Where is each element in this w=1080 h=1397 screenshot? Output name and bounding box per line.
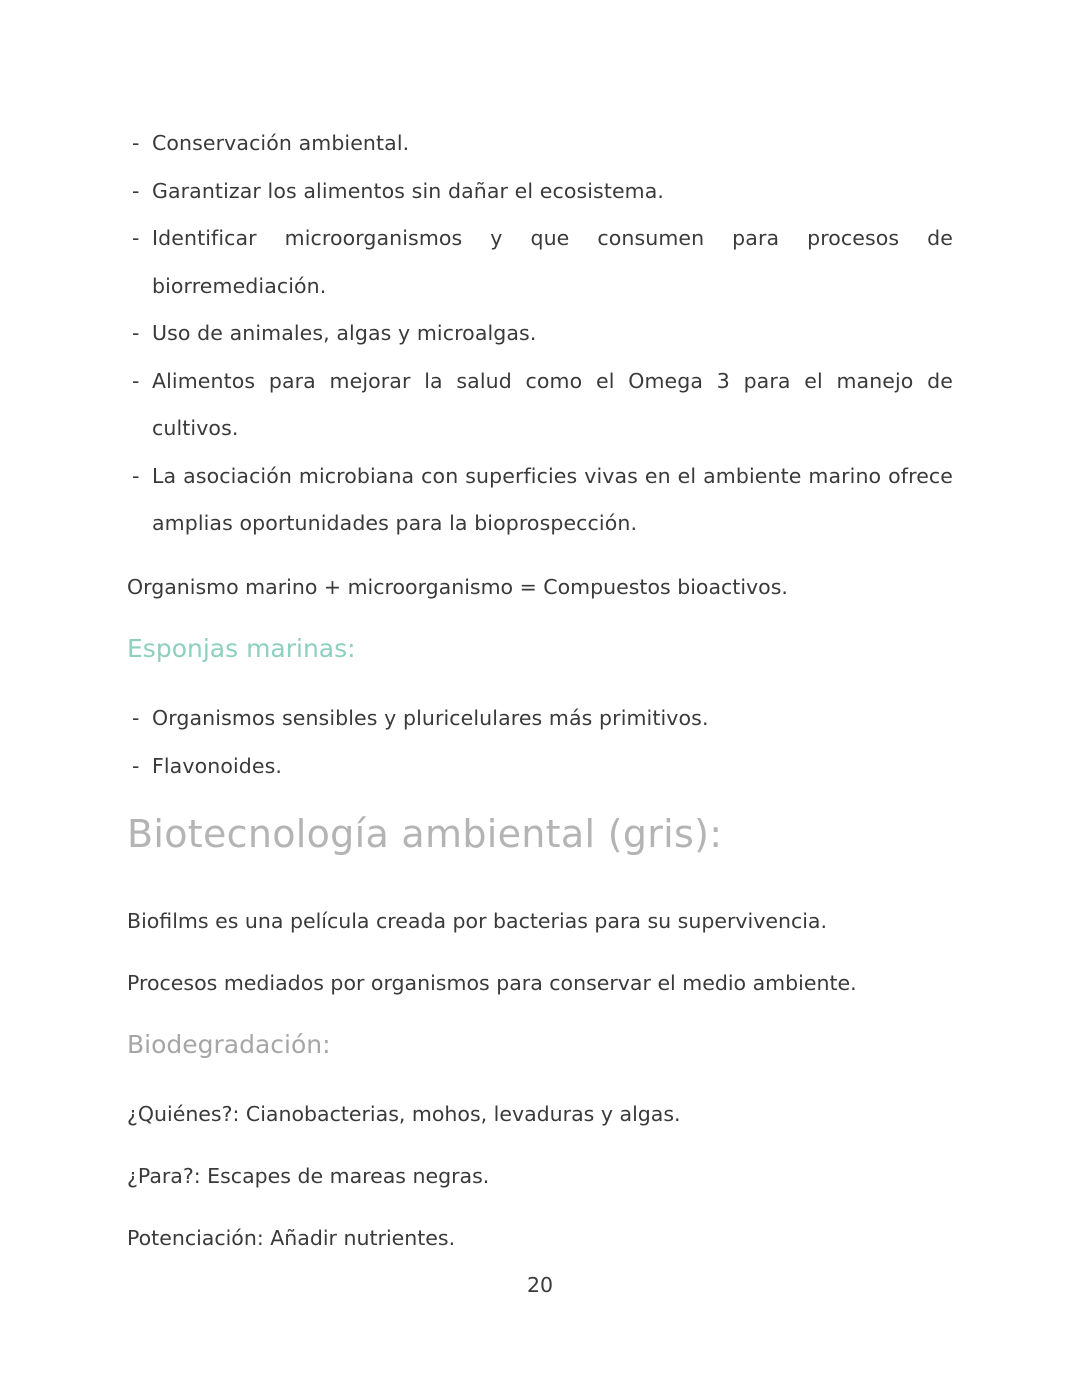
purpose-paragraph: ¿Para?: Escapes de mareas negras.	[127, 1164, 490, 1188]
list-item: - La asociación microbiana con superficies vivas en el ambiente marino ofrece amplias oportunidades para la bioprospección.	[127, 453, 953, 548]
list-dash: -	[132, 321, 140, 345]
list-dash: -	[132, 178, 140, 203]
list-dash: -	[132, 463, 140, 488]
environmental-biotech-heading: Biotecnología ambiental (gris):	[127, 812, 723, 856]
boost-paragraph: Potenciación: Añadir nutrientes.	[127, 1226, 456, 1250]
list-item: - Garantizar los alimentos sin dañar el ecosistema.	[127, 168, 953, 216]
list-item: - Flavonoides.	[127, 743, 953, 791]
sponges-list	[127, 695, 953, 790]
list-item: - Conservación ambiental.	[127, 120, 953, 168]
list-dash: -	[132, 706, 140, 730]
list-dash: -	[132, 368, 140, 393]
processes-paragraph: Procesos mediados por organismos para conservar el medio ambiente.	[127, 971, 857, 995]
equation-text: Organismo marino + microorganismo = Compuestos bioactivos.	[127, 575, 788, 599]
list-dash: -	[132, 131, 140, 155]
list-item: - Organismos sensibles y pluricelulares más primitivos.	[127, 695, 953, 743]
sponges-heading: Esponjas marinas:	[127, 634, 356, 663]
benefits-list	[127, 120, 953, 548]
list-item: - Uso de animales, algas y microalgas.	[127, 310, 953, 358]
list-item: - Identificar microorganismos y que consumen para procesos de biorremediación.	[127, 215, 953, 310]
biofilms-paragraph: Biofilms es una película creada por bacterias para su supervivencia.	[127, 909, 828, 933]
who-paragraph: ¿Quiénes?: Cianobacterias, mohos, levaduras y algas.	[127, 1102, 681, 1126]
list-item: - Alimentos para mejorar la salud como el Omega 3 para el manejo de cultivos.	[127, 358, 953, 453]
list-dash: -	[132, 753, 140, 778]
list-dash: -	[132, 226, 140, 250]
biodegradation-heading: Biodegradación:	[127, 1030, 331, 1059]
page-number: 20	[526, 1273, 554, 1297]
